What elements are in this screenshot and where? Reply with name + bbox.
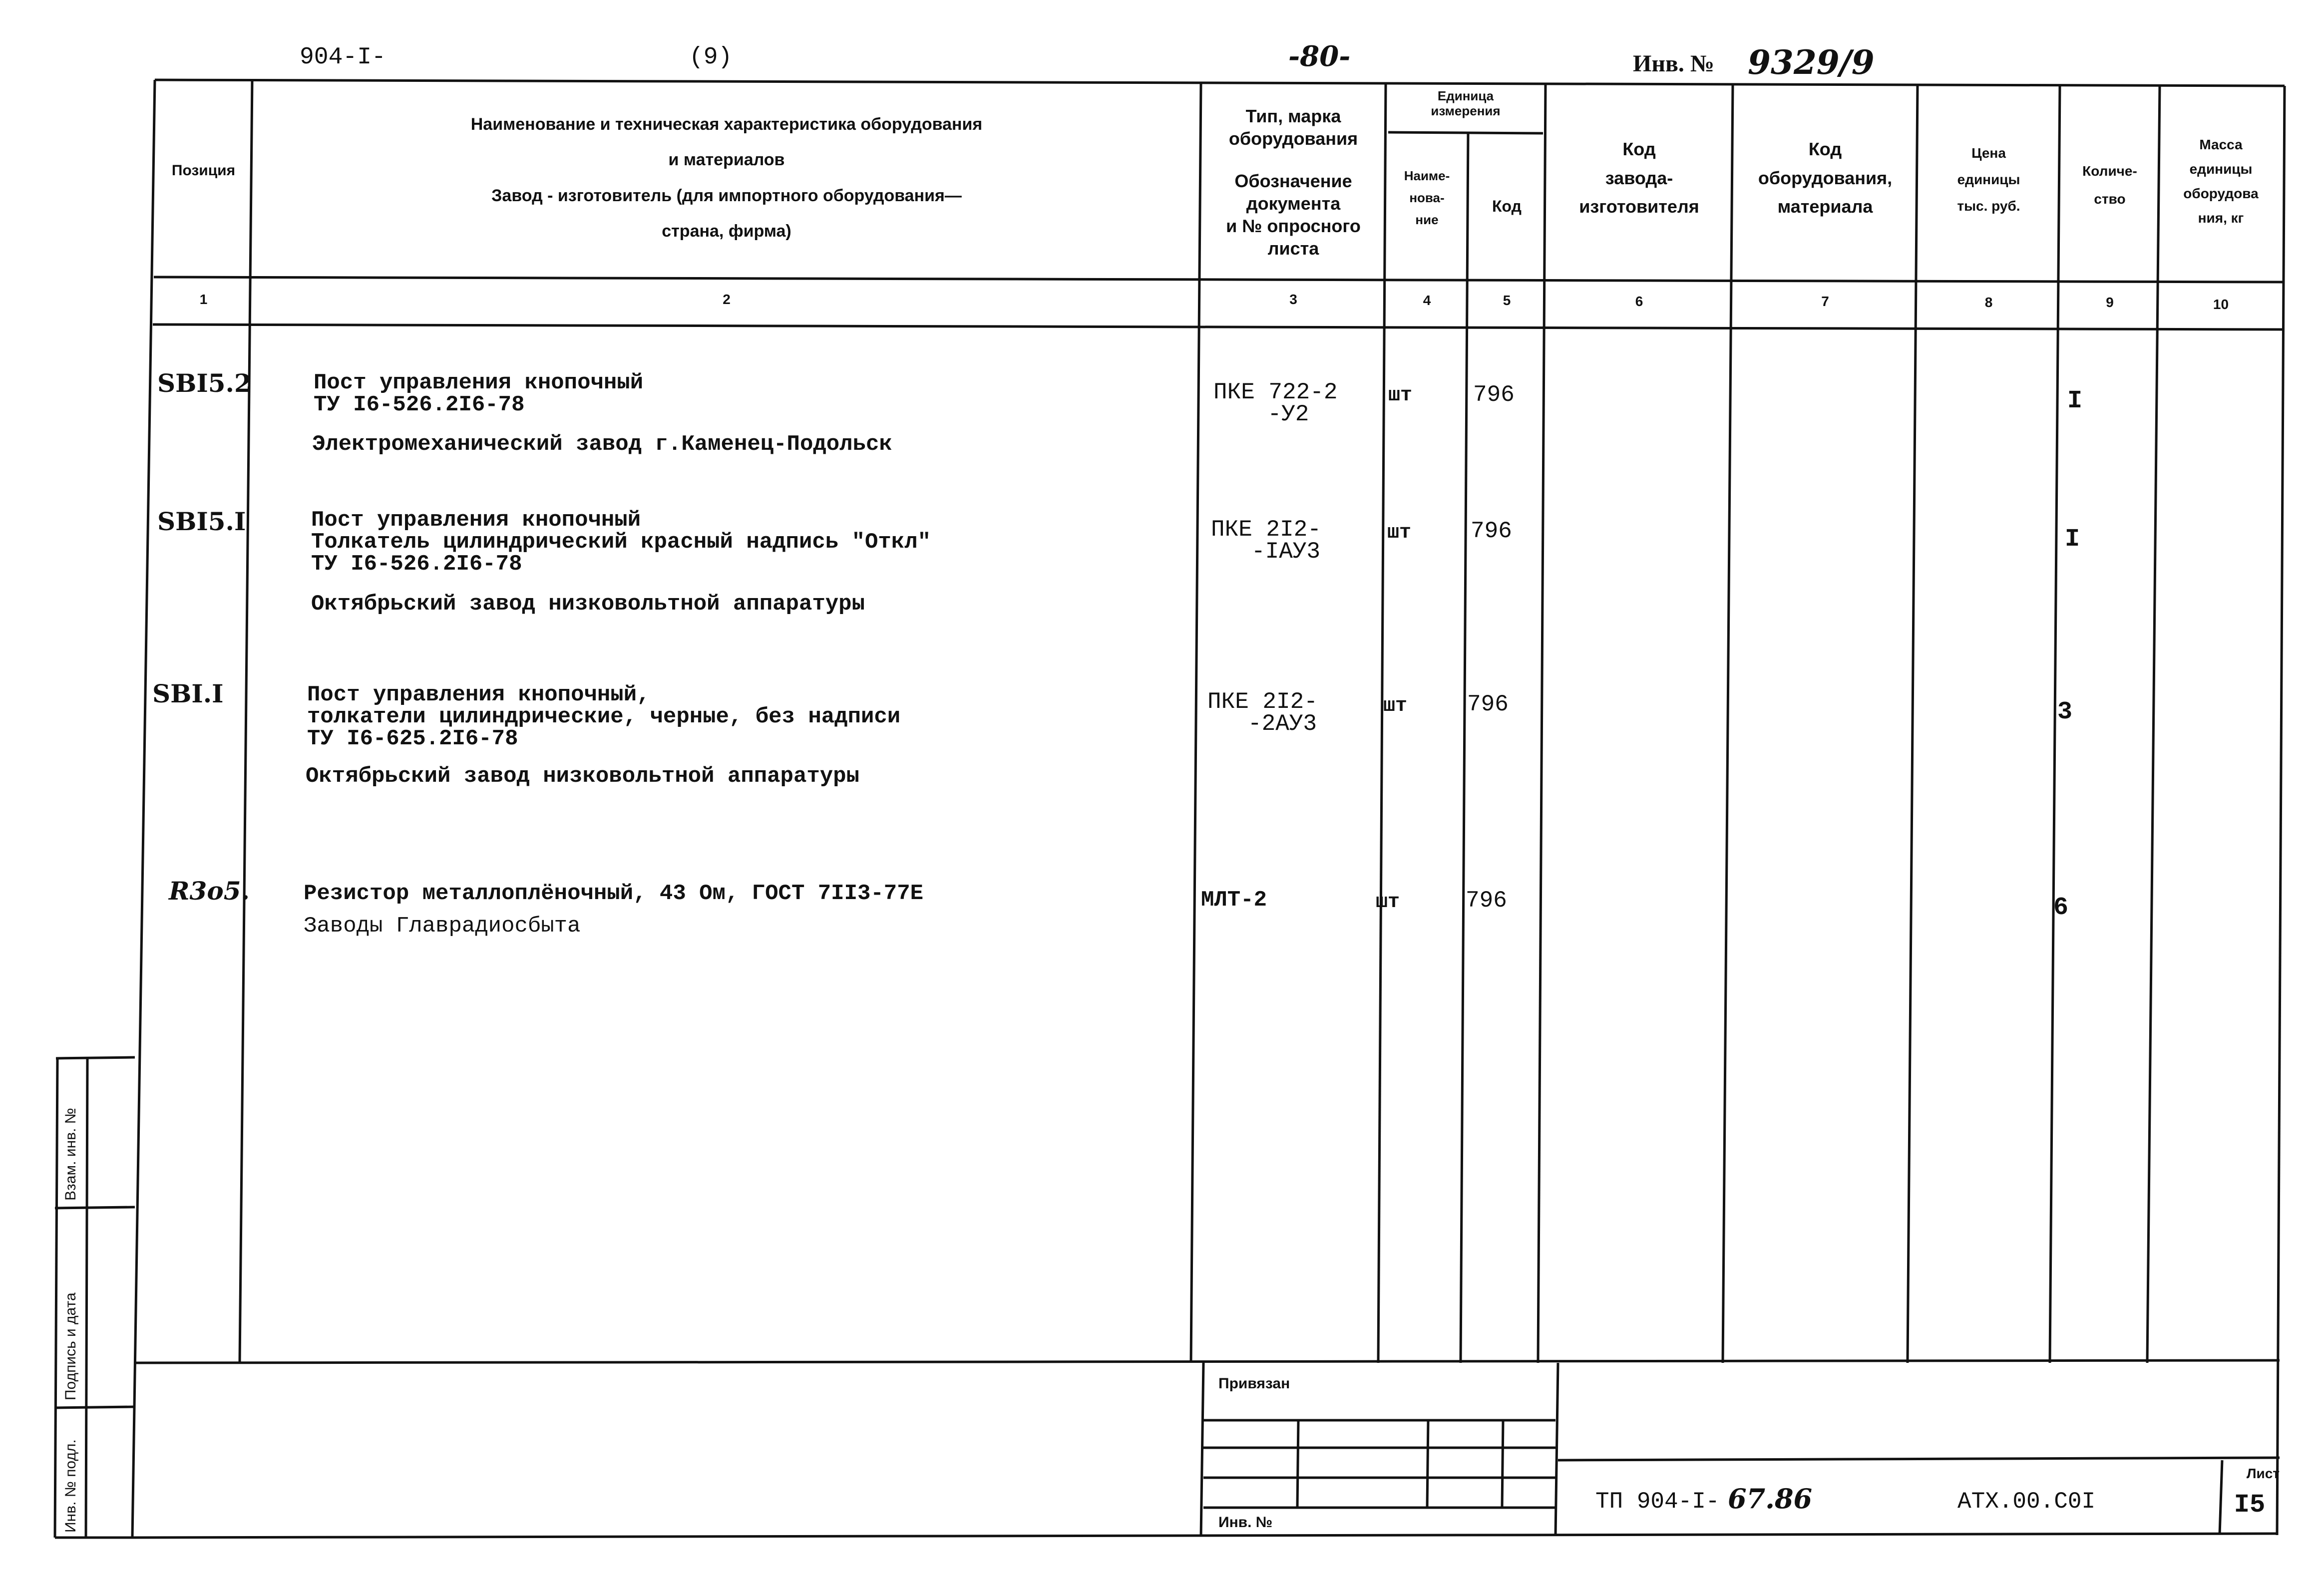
row-quantity: 6	[2053, 894, 2069, 922]
stamp-sheet-number: I5	[2234, 1490, 2266, 1520]
stamp-sheet-label: Лист	[2246, 1466, 2280, 1481]
side-label-replace-inv: Взам. инв. №	[62, 1108, 79, 1201]
row-position: SBI5.2	[157, 368, 252, 398]
header-plant-code: Код завода- изготовителя	[1579, 139, 1699, 217]
row-name: Пост управления кнопочный, толкатели цилиндрические, черные, без надписи ТУ I6-625.2I6-78	[307, 682, 901, 751]
row-quantity: I	[2065, 525, 2080, 554]
stamp-attached-label: Привязан	[1218, 1375, 1290, 1392]
inventory-number: 9329/9	[1748, 43, 1875, 82]
header-equipment-code: Код оборудования, материала	[1758, 139, 1893, 217]
row-unit: шт	[1376, 891, 1400, 914]
row-plant: Октябрьский завод низковольтной аппаратуры	[311, 592, 865, 617]
row-position: SBI5.I	[157, 507, 246, 536]
stamp-doc-prefix: ТП 904-I-	[1595, 1489, 1720, 1515]
row-plant: Октябрьский завод низковольтной аппаратуры	[306, 764, 859, 789]
header-price: Цена единицы тыс. руб.	[1957, 145, 2020, 214]
row-code: 796	[1473, 382, 1515, 408]
header-mass: Масса единицы оборудова ния, кг	[2183, 137, 2259, 226]
col-number-8: 8	[1984, 295, 1993, 310]
sheet-index: (9)	[689, 44, 733, 71]
col-number-6: 6	[1635, 294, 1643, 309]
series-number: 904-I-	[300, 44, 386, 71]
row-name: Пост управления кнопочный Толкатель цилиндрический красный надпись "Откл" ТУ I6-526.2I6-78	[311, 508, 931, 577]
col-number-1: 1	[199, 292, 208, 307]
row-unit: шт	[1383, 695, 1408, 717]
row-type: ПКЕ 2I2- -2АУ3	[1207, 689, 1318, 737]
row-code: 796	[1471, 518, 1512, 544]
col-number-2: 2	[723, 292, 731, 307]
col-number-3: 3	[1289, 292, 1297, 307]
col-number-10: 10	[2213, 297, 2229, 312]
header-unit-name: Наиме- нова- ние	[1404, 168, 1450, 228]
col-number-7: 7	[1821, 294, 1829, 309]
stamp-doc-code: АТХ.00.С0I	[1957, 1489, 2096, 1515]
row-quantity: I	[2067, 387, 2083, 415]
row-position: SBI.I	[152, 679, 224, 708]
row-type: ПКЕ 2I2- -IАУ3	[1211, 517, 1321, 565]
header-unit: Единица измерения	[1431, 88, 1501, 118]
side-label-signature-date: Подпись и дата	[62, 1292, 79, 1400]
stamp-inv-label: Инв. №	[1218, 1514, 1273, 1531]
row-position: R3о5.	[169, 876, 250, 906]
side-label-original-inv: Инв. № подл.	[62, 1439, 79, 1533]
stamp-doc-handwritten: 67.86	[1728, 1483, 1813, 1515]
header-quantity: Количе- ство	[2082, 163, 2137, 207]
row-plant: Электромеханический завод г.Каменец-Подольск	[312, 432, 892, 457]
header-name: Наименование и техническая характеристика оборудования и материалов Завод - изготовитель (для импортного оборудования— страна, фирма)	[470, 115, 983, 241]
header-position: Позиция	[171, 162, 236, 179]
row-type: ПКЕ 722-2 -У2	[1213, 379, 1338, 427]
header-unit-code: Код	[1492, 197, 1522, 215]
row-plant: Заводы Главрадиосбыта	[304, 914, 581, 939]
row-unit: шт	[1388, 384, 1413, 407]
row-code: 796	[1466, 888, 1507, 914]
row-type: МЛТ-2	[1201, 888, 1267, 913]
header-type: Тип, марка оборудования Обозначение документа и № опросного листа	[1226, 106, 1361, 259]
row-code: 796	[1467, 691, 1509, 717]
page-number: -80-	[1288, 40, 1351, 73]
col-number-5: 5	[1503, 293, 1511, 308]
row-name: Пост управления кнопочный ТУ I6-526.2I6-78	[314, 370, 644, 417]
col-number-4: 4	[1423, 293, 1431, 308]
col-number-9: 9	[2106, 295, 2114, 310]
row-unit: шт	[1387, 522, 1412, 544]
row-quantity: 3	[2057, 698, 2073, 726]
row-name: Резистор металлоплёночный, 43 Ом, ГОСТ 7II3-77Е	[304, 881, 924, 906]
inventory-label: Инв. №	[1633, 50, 1715, 77]
